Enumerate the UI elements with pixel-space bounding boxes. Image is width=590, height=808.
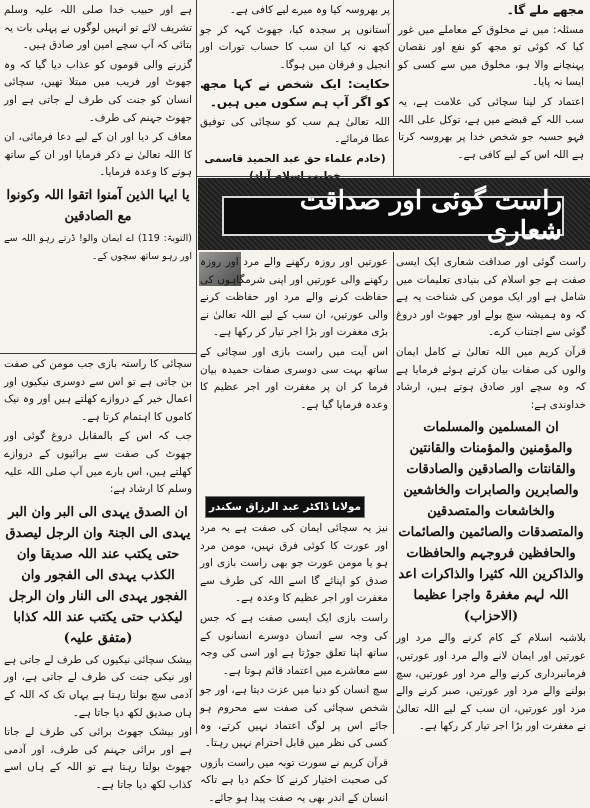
paragraph: معاف کر دیا اور ان کے لیے دعا فرمائی، ان کا اللہ تعالیٰ نے ذکر فرمایا اور ان کے ساتھ ہونے کا وعدہ فرمایا۔	[4, 131, 192, 179]
column-center-lower	[200, 520, 388, 804]
quran-verse: ان المسلمین والمسلمات والمؤمنین والمؤمنات والقانتین والقانتات والصادقین والصادقات والصابرین والصابرات والخاشعین والخاشعات والمتصدقین والمتصدقات والصائمین والصائمات والحافظین فروجہم والحافظات والذاکرین اللہ کثیرا والذاکرات اعد اللہ لہم مغفرۃ واجرا عظیما (الاحزاب)	[398, 420, 584, 625]
section-heading: حکایت: ایک شخص نے کہا مجھ کو اگر آپ ہم سکوں میں ہیں۔	[200, 77, 390, 109]
paragraph: پر بھروسہ کیا وہ میرے لیے کافی ہے۔	[229, 4, 390, 16]
paragraph: نیز یہ سچائی ایمان کی صفت ہے یہ مرد اور عورت کا کوئی فرق نہیں، مومن مرد ہو یا مومن عورت جو بھی راست بازی اور صدق کو اپنائے گا اسے اللہ کی طرف سے مغفرت اور اجر عظیم کا وعدہ ہے۔	[200, 522, 388, 605]
paragraph: جب کہ اس کے بالمقابل دروغ گوئی اور جھوٹ کی صفت سے برائیوں کے دروازے کھلتے ہیں، اس بارے میں آپ صلی اللہ علیہ وسلم کا ارشاد ہے:	[4, 430, 192, 496]
quran-verse: یا ایہا الذین آمنوا اتقوا اللہ وکونوا مع الصادقین	[6, 187, 190, 224]
paragraph: اس آیت میں راست بازی اور سچائی کے ساتھ بہت سی دوسری صفات حمیدہ بیان فرما کر ان پر مغفرت اور اجر عظیم کا وعدہ فرمایا گیا ہے۔	[200, 345, 388, 411]
hadith-text: ان الصدق یہدی الی البر وان البر یہدی الی الجنۃ وان الرجل لیصدق حتی یکتب عند اللہ صدیقا وان الکذب یہدی الی الفجور وان الفجور یہدی الی النار وان الرجل لیکذب حتی یکتب عند اللہ کذابا (متفق علیہ)	[5, 504, 191, 646]
paragraph: ہے اور حبیب خدا صلی اللہ علیہ وسلم تشریف لائے تو انہیں لوگوں نے پہلی بات یہ بتائی کہ آپ سچے امین اور صادق ہیں۔	[4, 4, 192, 52]
verse-reference: (التوبۃ: 119) اے ایمان والو! ڈرتے رہو اللہ سے اور رہو ساتھ سچوں کے۔	[4, 232, 192, 262]
column-center	[200, 254, 388, 494]
column-lead: مجھے ملے گا۔	[506, 3, 584, 17]
column-divider	[393, 252, 394, 734]
paragraph: گزرنے والی قوموں کو عذاب دیا گیا کہ وہ جھوٹ اور فریب میں مبتلا تھیں، سچائی انسان کو جنت کی طرف لے جاتی ہے اور جھوٹ جہنم کی طرف۔	[4, 58, 192, 124]
column-top-middle	[200, 2, 390, 174]
paragraph: اللہ تعالیٰ ہم سب کو سچائی کی توفیق عطا فرمائے۔	[200, 115, 390, 146]
column-mid-right	[396, 254, 586, 732]
author-byline: مولانا ڈاکٹر عبد الرزاق سکندر	[208, 501, 362, 513]
paragraph: قرآن کریم میں اللہ تعالیٰ نے کامل ایمان والوں کی صفات بیان کرتے ہوئے فرمایا ہے کہ وہ سچے اور صادق ہوتے ہیں، ارشاد خداوندی ہے:	[396, 345, 586, 411]
section-divider	[196, 176, 590, 177]
headline-box	[222, 186, 564, 246]
headline-banner	[198, 178, 590, 250]
column-top-left	[4, 2, 192, 352]
paragraph: سچائی کا راستہ بازی جب مومن کی صفت بن جاتی ہے تو اس سے دوسری نیکیوں اور اعمال خیر کے دروازے کھلتے ہیں اور وہ نیک کاموں کا اہتمام کرتا ہے۔	[4, 358, 192, 423]
column-bottom-left	[4, 356, 192, 791]
section-divider	[0, 353, 196, 354]
paragraph: اور بیشک جھوٹ برائی کی طرف لے جاتا ہے اور برائی جہنم کی طرف، اور آدمی جھوٹ بولتا رہتا ہے تو اللہ کے ہاں اسے کذاب لکھ دیا جاتا ہے۔	[4, 726, 192, 791]
paragraph: اعتماد کر لینا سچائی کی علامت ہے، یہ سب اللہ کے قبضے میں ہے، توکل علی اللہ فہو حسبہ جو شخص خدا پر بھروسہ کرتا ہے اللہ اس کے لیے کافی ہے۔	[398, 95, 584, 161]
paragraph: سچ انسان کو دنیا میں عزت دیتا ہے، اور جو شخص سچائی کی صفت سے محروم ہو جائے اس پر لوگ اعتماد نہیں کرتے، وہ کسی کی نظر میں قابل احترام نہیں رہتا۔	[200, 684, 388, 750]
column-divider	[393, 0, 394, 176]
column-divider	[196, 0, 197, 734]
paragraph: مسئلہ: میں نے مخلوق کے معاملے میں غور کیا کہ کوئی تو مجھ کو نفع اور نقصان پہنچانے والا ہو، مخلوق میں سے کسی کو ایسا نہ پایا۔	[398, 23, 584, 89]
article-title: راست گوئی اور صداقت شعاری	[299, 186, 562, 246]
column-top-right	[398, 2, 584, 174]
paragraph: بلاشبہ اسلام کے کام کرنے والے مرد اور عورتیں اور ایمان لانے والے مرد اور عورتیں، فرمانبرداری کرنے والے مرد اور عورتیں، سچ بولنے والے مرد اور عورتیں، صبر کرنے والے مرد اور عورتیں، ان سب کے لیے اللہ تعالیٰ نے مغفرت اور بڑا اجر تیار کر رکھا ہے۔	[396, 632, 586, 733]
byline-box	[205, 496, 365, 518]
paragraph: راست گوئی اور صداقت شعاری ایک ایسی صفت ہے جو اسلام کی بنیادی تعلیمات میں شامل ہے اور ایک مومن کی شناخت یہ ہے کہ وہ ہمیشہ سچ بولے اور جھوٹ اور دروغ گوئی سے اجتناب کرے۔	[396, 256, 586, 339]
paragraph: راست بازی ایک ایسی صفت ہے کہ جس کی وجہ سے انسان دوسرے انسانوں کے ساتھ اپنا تعلق جوڑتا ہے اور اسی کی وجہ سے معاشرے میں اعتماد قائم ہوتا ہے۔	[200, 611, 388, 677]
paragraph: قرآن کریم نے سورت توبہ میں راست بازوں کی صحبت اختیار کرنے کا حکم دیا ہے تاکہ انسان کے اندر بھی یہ صفت پیدا ہو جائے۔	[200, 756, 388, 804]
signature: (خادم علماء حق عبد الحمید قاسمی	[204, 152, 386, 165]
paragraph: بیشک سچائی نیکیوں کی طرف لے جاتی ہے اور نیکی جنت کی طرف لے جاتی ہے، اور آدمی سچ بولتا رہتا ہے یہاں تک کہ اللہ کے ہاں صدیق لکھ دیا جاتا ہے۔	[4, 653, 192, 719]
paragraph: آستانوں پر سجدہ کیا، جھوٹ کہہ کر جو کچھ نہ کیا ان سب کا حساب تورات اور انجیل و فرقان میں ہوگا۔	[200, 23, 390, 71]
paragraph: عورتیں اور روزہ رکھنے والے مرد اور روزہ رکھنے والی عورتیں اور اپنی شرمگاہوں کی حفاظت کرنے والے مرد اور حفاظت کرنے والی عورتیں، ان سب کے لیے اللہ تعالیٰ نے بڑی مغفرت اور بڑا اجر تیار کر رکھا ہے۔	[200, 256, 388, 339]
